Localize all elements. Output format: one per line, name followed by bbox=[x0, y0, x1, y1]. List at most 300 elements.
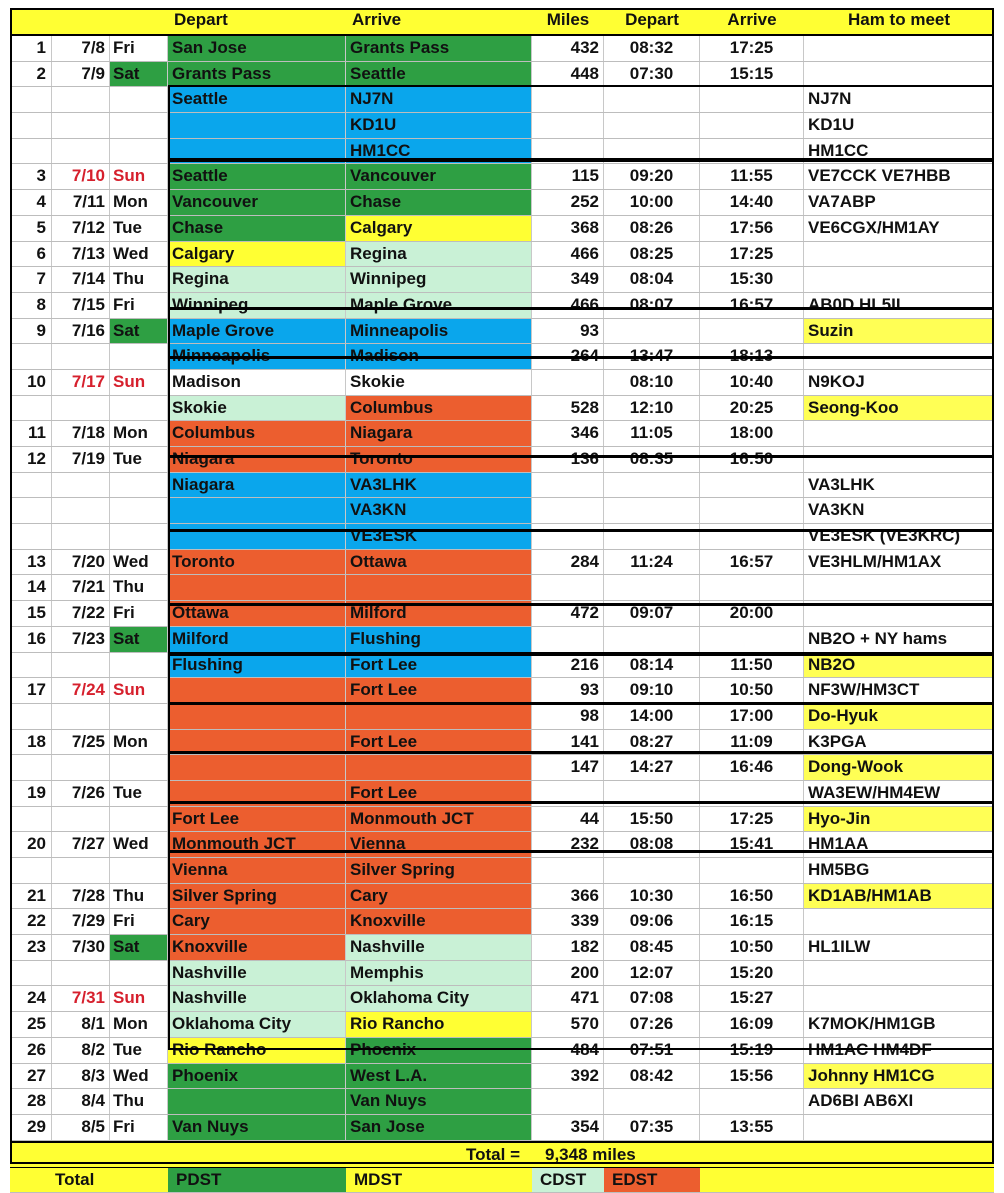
table-row bbox=[10, 653, 994, 679]
arrive-city: VE3ESK bbox=[346, 524, 532, 549]
date: 7/19 bbox=[52, 447, 110, 472]
depart-time bbox=[604, 524, 700, 549]
weekday bbox=[110, 113, 168, 138]
miles: 448 bbox=[532, 62, 604, 87]
arrive-time: 10:50 bbox=[700, 935, 804, 960]
header-arrive: Arrive bbox=[352, 10, 402, 29]
ham-to-meet: NF3W/HM3CT bbox=[808, 680, 920, 700]
arrive-city: Chase bbox=[346, 190, 532, 215]
date: 7/24 bbox=[52, 678, 110, 703]
arrive-city: Toronto bbox=[346, 447, 532, 472]
ham-to-meet: VA3KN bbox=[808, 500, 865, 520]
date: 7/15 bbox=[52, 293, 110, 318]
arrive-time bbox=[700, 858, 804, 883]
arrive-time bbox=[700, 87, 804, 112]
depart-time bbox=[604, 113, 700, 138]
arrive-time: 16:46 bbox=[700, 755, 804, 780]
arrive-city: Monmouth JCT bbox=[346, 807, 532, 832]
arrive-time: 16:50 bbox=[700, 884, 804, 909]
depart-city: Ottawa bbox=[168, 601, 346, 626]
ham-to-meet: VE7CCK VE7HBB bbox=[808, 166, 951, 186]
weekday: Thu bbox=[110, 884, 168, 909]
weekday: Fri bbox=[110, 601, 168, 626]
date: 7/29 bbox=[52, 909, 110, 934]
miles bbox=[532, 524, 604, 549]
arrive-city: Phoenix bbox=[346, 1038, 532, 1063]
miles bbox=[532, 1089, 604, 1114]
arrive-city: Cary bbox=[346, 884, 532, 909]
arrive-time bbox=[700, 575, 804, 600]
ham-to-meet bbox=[804, 242, 994, 267]
day-number bbox=[10, 524, 52, 549]
arrive-city: Maple Grove bbox=[346, 293, 532, 318]
day-number: 29 bbox=[10, 1115, 52, 1140]
table-row bbox=[10, 1012, 994, 1038]
date: 7/11 bbox=[52, 190, 110, 215]
ham-to-meet: HM1AC HM4DF bbox=[808, 1039, 932, 1059]
depart-time: 12:07 bbox=[604, 961, 700, 986]
miles: 147 bbox=[532, 755, 604, 780]
miles: 115 bbox=[532, 164, 604, 189]
arrive-time bbox=[700, 113, 804, 138]
depart-time: 08:07 bbox=[604, 293, 700, 318]
miles: 200 bbox=[532, 961, 604, 986]
weekday: Mon bbox=[110, 190, 168, 215]
weekday bbox=[110, 396, 168, 421]
day-number: 10 bbox=[10, 370, 52, 395]
date bbox=[52, 961, 110, 986]
date bbox=[52, 755, 110, 780]
day-number: 8 bbox=[10, 293, 52, 318]
depart-time bbox=[604, 498, 700, 523]
arrive-time bbox=[700, 139, 804, 164]
arrive-time: 14:40 bbox=[700, 190, 804, 215]
arrive-time bbox=[700, 498, 804, 523]
ham-to-meet bbox=[804, 36, 994, 61]
depart-time: 13:47 bbox=[604, 344, 700, 369]
arrive-time bbox=[700, 524, 804, 549]
arrive-city: Niagara bbox=[346, 421, 532, 446]
depart-time: 12:10 bbox=[604, 396, 700, 421]
ham-to-meet: VE3ESK (VE3KRC) bbox=[808, 526, 961, 546]
depart-city: Nashville bbox=[168, 986, 346, 1011]
weekday: Mon bbox=[110, 730, 168, 755]
depart-time: 14:00 bbox=[604, 704, 700, 729]
arrive-city: Grants Pass bbox=[346, 36, 532, 61]
ham-to-meet: KD1AB/HM1AB bbox=[804, 884, 994, 909]
depart-time: 08:42 bbox=[604, 1064, 700, 1089]
depart-time bbox=[604, 319, 700, 344]
weekday bbox=[110, 653, 168, 678]
depart-time bbox=[604, 1089, 700, 1114]
arrive-city: HM1CC bbox=[346, 139, 532, 164]
depart-city: Fort Lee bbox=[168, 807, 346, 832]
date bbox=[52, 344, 110, 369]
date: 8/4 bbox=[52, 1089, 110, 1114]
arrive-time: 15:41 bbox=[700, 832, 804, 857]
table-row bbox=[10, 832, 994, 858]
date bbox=[52, 807, 110, 832]
weekday: Tue bbox=[110, 447, 168, 472]
arrive-time: 15:19 bbox=[700, 1038, 804, 1063]
day-number: 5 bbox=[10, 216, 52, 241]
arrive-time: 15:56 bbox=[700, 1064, 804, 1089]
date: 7/10 bbox=[52, 164, 110, 189]
day-number: 14 bbox=[10, 575, 52, 600]
date bbox=[52, 473, 110, 498]
table-row bbox=[10, 164, 994, 190]
day-number: 19 bbox=[10, 781, 52, 806]
table-row bbox=[10, 884, 994, 910]
ham-to-meet: WA3EW/HM4EW bbox=[808, 782, 941, 802]
miles: 216 bbox=[532, 653, 604, 678]
date: 7/23 bbox=[52, 627, 110, 652]
depart-city: Columbus bbox=[168, 421, 346, 446]
day-number: 26 bbox=[10, 1038, 52, 1063]
arrive-time: 10:50 bbox=[700, 678, 804, 703]
table-row bbox=[10, 1115, 994, 1141]
depart-time: 08:35 bbox=[604, 447, 700, 472]
weekday bbox=[110, 344, 168, 369]
depart-city bbox=[168, 781, 346, 806]
weekday bbox=[110, 858, 168, 883]
day-number bbox=[10, 704, 52, 729]
arrive-time: 10:40 bbox=[700, 370, 804, 395]
arrive-city: Rio Rancho bbox=[346, 1012, 532, 1037]
miles: 44 bbox=[532, 807, 604, 832]
depart-city: Silver Spring bbox=[168, 884, 346, 909]
miles: 339 bbox=[532, 909, 604, 934]
arrive-time: 17:25 bbox=[700, 807, 804, 832]
arrive-city: Calgary bbox=[346, 216, 532, 241]
day-number bbox=[10, 113, 52, 138]
miles: 93 bbox=[532, 678, 604, 703]
arrive-time: 16:57 bbox=[700, 293, 804, 318]
date bbox=[52, 858, 110, 883]
depart-city: Milford bbox=[168, 627, 346, 652]
date: 7/27 bbox=[52, 832, 110, 857]
table-row bbox=[10, 524, 994, 550]
header-row bbox=[10, 8, 994, 36]
weekday bbox=[110, 87, 168, 112]
ham-to-meet: NB2O bbox=[804, 653, 994, 678]
arrive-city: Oklahoma City bbox=[346, 986, 532, 1011]
miles: 466 bbox=[532, 242, 604, 267]
table-row bbox=[10, 319, 994, 345]
day-number bbox=[10, 961, 52, 986]
date: 8/2 bbox=[52, 1038, 110, 1063]
arrive-city: Van Nuys bbox=[346, 1089, 532, 1114]
depart-city: Knoxville bbox=[168, 935, 346, 960]
depart-city: Rio Rancho bbox=[168, 1038, 346, 1063]
arrive-city: Madison bbox=[346, 344, 532, 369]
arrive-time bbox=[700, 473, 804, 498]
arrive-time: 15:20 bbox=[700, 961, 804, 986]
miles: 484 bbox=[532, 1038, 604, 1063]
arrive-city: Fort Lee bbox=[346, 781, 532, 806]
ham-to-meet: KD1U bbox=[808, 115, 855, 135]
miles: 182 bbox=[532, 935, 604, 960]
day-number: 2 bbox=[10, 62, 52, 87]
table-row bbox=[10, 36, 994, 62]
depart-time: 09:06 bbox=[604, 909, 700, 934]
depart-time bbox=[604, 858, 700, 883]
weekday: Thu bbox=[110, 267, 168, 292]
arrive-city: KD1U bbox=[346, 113, 532, 138]
miles: 432 bbox=[532, 36, 604, 61]
weekday: Mon bbox=[110, 1012, 168, 1037]
miles: 466 bbox=[532, 293, 604, 318]
arrive-time: 18:13 bbox=[700, 344, 804, 369]
ham-to-meet: HM1CC bbox=[808, 140, 869, 160]
miles: 349 bbox=[532, 267, 604, 292]
depart-time bbox=[604, 575, 700, 600]
weekday: Sun bbox=[110, 678, 168, 703]
miles: 136 bbox=[532, 447, 604, 472]
table-row bbox=[10, 704, 994, 730]
arrive-city: Regina bbox=[346, 242, 532, 267]
weekday: Tue bbox=[110, 781, 168, 806]
depart-time: 14:27 bbox=[604, 755, 700, 780]
day-number: 3 bbox=[10, 164, 52, 189]
table-row bbox=[10, 62, 994, 88]
legend-pdst: PDST bbox=[168, 1168, 346, 1192]
arrive-time: 11:09 bbox=[700, 730, 804, 755]
table-row bbox=[10, 575, 994, 601]
ham-to-meet: VA7ABP bbox=[808, 192, 876, 212]
weekday bbox=[110, 755, 168, 780]
arrive-city: Fort Lee bbox=[346, 653, 532, 678]
arrive-city bbox=[346, 575, 532, 600]
ham-to-meet bbox=[804, 447, 994, 472]
arrive-time: 16:15 bbox=[700, 909, 804, 934]
day-number: 27 bbox=[10, 1064, 52, 1089]
depart-city: Maple Grove bbox=[168, 319, 346, 344]
weekday: Sat bbox=[110, 62, 168, 87]
total-row bbox=[10, 1141, 994, 1168]
weekday: Fri bbox=[110, 1115, 168, 1140]
depart-city bbox=[168, 730, 346, 755]
day-number: 17 bbox=[10, 678, 52, 703]
day-number bbox=[10, 858, 52, 883]
depart-time: 08:14 bbox=[604, 653, 700, 678]
depart-city: Oklahoma City bbox=[168, 1012, 346, 1037]
header-miles: Miles bbox=[546, 10, 590, 29]
table-row bbox=[10, 421, 994, 447]
depart-city bbox=[168, 704, 346, 729]
ham-to-meet: AB0D HL5IL bbox=[808, 294, 907, 314]
day-number: 7 bbox=[10, 267, 52, 292]
table-row bbox=[10, 87, 994, 113]
arrive-time: 18:00 bbox=[700, 421, 804, 446]
day-number bbox=[10, 755, 52, 780]
depart-city: Calgary bbox=[168, 242, 346, 267]
ham-to-meet: Hyo-Jin bbox=[804, 807, 994, 832]
depart-city: Seattle bbox=[168, 87, 346, 112]
miles: 354 bbox=[532, 1115, 604, 1140]
legend-cdst: CDST bbox=[532, 1168, 604, 1192]
date: 7/26 bbox=[52, 781, 110, 806]
miles bbox=[532, 575, 604, 600]
depart-time bbox=[604, 627, 700, 652]
arrive-city: Vancouver bbox=[346, 164, 532, 189]
date: 7/14 bbox=[52, 267, 110, 292]
depart-time: 08:25 bbox=[604, 242, 700, 267]
date: 7/20 bbox=[52, 550, 110, 575]
day-number: 24 bbox=[10, 986, 52, 1011]
legend-edst: EDST bbox=[604, 1168, 700, 1192]
day-number bbox=[10, 396, 52, 421]
depart-city: Seattle bbox=[168, 164, 346, 189]
miles: 471 bbox=[532, 986, 604, 1011]
date: 8/5 bbox=[52, 1115, 110, 1140]
day-number bbox=[10, 807, 52, 832]
depart-city: San Jose bbox=[168, 36, 346, 61]
depart-city bbox=[168, 575, 346, 600]
miles bbox=[532, 139, 604, 164]
depart-city bbox=[168, 755, 346, 780]
miles: 98 bbox=[532, 704, 604, 729]
weekday bbox=[110, 961, 168, 986]
depart-time: 08:27 bbox=[604, 730, 700, 755]
table-row bbox=[10, 601, 994, 627]
date bbox=[52, 704, 110, 729]
table-row bbox=[10, 935, 994, 961]
ham-to-meet bbox=[804, 986, 994, 1011]
table-row bbox=[10, 755, 994, 781]
depart-time: 07:08 bbox=[604, 986, 700, 1011]
table-row bbox=[10, 139, 994, 165]
ham-to-meet bbox=[804, 961, 994, 986]
legend-mdst: MDST bbox=[346, 1168, 532, 1192]
weekday: Sat bbox=[110, 935, 168, 960]
arrive-city: Fort Lee bbox=[346, 678, 532, 703]
depart-time: 07:51 bbox=[604, 1038, 700, 1063]
date: 7/18 bbox=[52, 421, 110, 446]
arrive-city: San Jose bbox=[346, 1115, 532, 1140]
day-number: 25 bbox=[10, 1012, 52, 1037]
arrive-city: Skokie bbox=[346, 370, 532, 395]
date bbox=[52, 139, 110, 164]
day-number: 15 bbox=[10, 601, 52, 626]
ham-to-meet bbox=[804, 909, 994, 934]
arrive-time: 15:15 bbox=[700, 62, 804, 87]
ham-to-meet bbox=[804, 575, 994, 600]
miles bbox=[532, 781, 604, 806]
arrive-city: Silver Spring bbox=[346, 858, 532, 883]
date: 7/9 bbox=[52, 62, 110, 87]
arrive-time: 17:25 bbox=[700, 36, 804, 61]
depart-time: 11:24 bbox=[604, 550, 700, 575]
depart-time: 08:04 bbox=[604, 267, 700, 292]
arrive-city: West L.A. bbox=[346, 1064, 532, 1089]
day-number bbox=[10, 344, 52, 369]
day-number: 13 bbox=[10, 550, 52, 575]
miles bbox=[532, 473, 604, 498]
table-row bbox=[10, 550, 994, 576]
miles bbox=[532, 858, 604, 883]
ham-to-meet: HM5BG bbox=[808, 860, 870, 879]
header-depart-time: Depart bbox=[625, 10, 679, 29]
depart-city: Monmouth JCT bbox=[168, 832, 346, 857]
arrive-time: 17:00 bbox=[700, 704, 804, 729]
arrive-city: Nashville bbox=[346, 935, 532, 960]
table-row bbox=[10, 267, 994, 293]
arrive-city: Ottawa bbox=[346, 550, 532, 575]
total-value: 9,348 miles bbox=[545, 1144, 636, 1164]
date bbox=[52, 653, 110, 678]
weekday bbox=[110, 704, 168, 729]
weekday: Sun bbox=[110, 164, 168, 189]
depart-city: Cary bbox=[168, 909, 346, 934]
weekday: Thu bbox=[110, 575, 168, 600]
miles: 141 bbox=[532, 730, 604, 755]
table-row bbox=[10, 447, 994, 473]
table-row bbox=[10, 344, 994, 370]
table-row bbox=[10, 473, 994, 499]
miles bbox=[532, 113, 604, 138]
depart-city bbox=[168, 113, 346, 138]
arrive-city: NJ7N bbox=[346, 87, 532, 112]
date: 7/31 bbox=[52, 986, 110, 1011]
date: 7/12 bbox=[52, 216, 110, 241]
miles: 472 bbox=[532, 601, 604, 626]
ham-to-meet bbox=[804, 344, 994, 369]
date bbox=[52, 396, 110, 421]
depart-time: 08:26 bbox=[604, 216, 700, 241]
depart-time bbox=[604, 87, 700, 112]
date: 7/25 bbox=[52, 730, 110, 755]
day-number: 12 bbox=[10, 447, 52, 472]
ham-to-meet: VA3LHK bbox=[808, 474, 875, 494]
weekday: Sun bbox=[110, 370, 168, 395]
date: 7/8 bbox=[52, 36, 110, 61]
ham-to-meet: HM1AA bbox=[808, 834, 869, 854]
day-number bbox=[10, 87, 52, 112]
header-arrive-time: Arrive bbox=[727, 10, 777, 29]
date: 7/30 bbox=[52, 935, 110, 960]
arrive-city: Columbus bbox=[346, 396, 532, 421]
day-number: 1 bbox=[10, 36, 52, 61]
ham-to-meet: Do-Hyuk bbox=[804, 704, 994, 729]
table-row bbox=[10, 190, 994, 216]
arrive-time bbox=[700, 319, 804, 344]
table-row bbox=[10, 627, 994, 653]
depart-time bbox=[604, 473, 700, 498]
depart-city bbox=[168, 524, 346, 549]
ham-to-meet bbox=[804, 1115, 994, 1140]
arrive-time: 16:50 bbox=[700, 447, 804, 472]
miles: 264 bbox=[532, 344, 604, 369]
depart-city: Vienna bbox=[168, 858, 346, 883]
weekday bbox=[110, 498, 168, 523]
date: 8/1 bbox=[52, 1012, 110, 1037]
arrive-city bbox=[346, 704, 532, 729]
arrive-city: Vienna bbox=[346, 832, 532, 857]
table-row bbox=[10, 370, 994, 396]
weekday: Sun bbox=[110, 986, 168, 1011]
depart-time: 07:35 bbox=[604, 1115, 700, 1140]
table-row bbox=[10, 781, 994, 807]
table-row bbox=[10, 1038, 994, 1064]
day-number: 21 bbox=[10, 884, 52, 909]
arrive-time: 15:30 bbox=[700, 267, 804, 292]
depart-time bbox=[604, 781, 700, 806]
date: 8/3 bbox=[52, 1064, 110, 1089]
miles: 570 bbox=[532, 1012, 604, 1037]
table-row bbox=[10, 498, 994, 524]
ham-to-meet: HL1ILW bbox=[808, 937, 871, 957]
